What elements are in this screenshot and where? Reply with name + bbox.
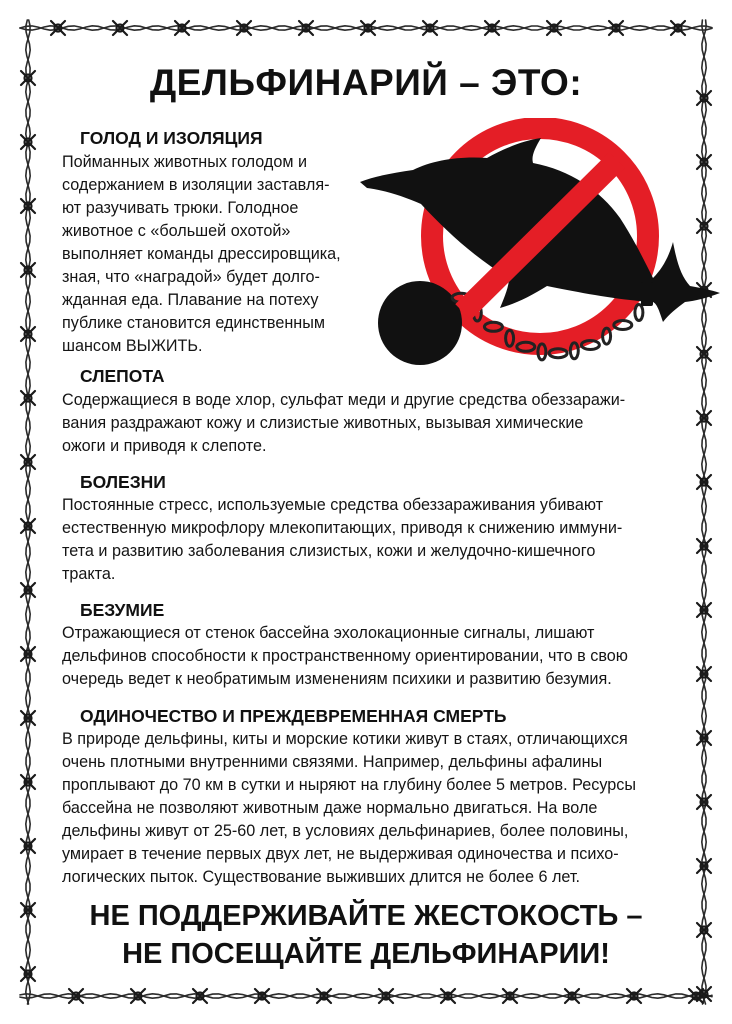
text-line: ют разучивать трюки. Голодное: [62, 199, 299, 217]
text-line: жданная еда. Плавание на потеху: [62, 291, 319, 309]
text-line: логических пыток. Существование выживших длится не более 6 лет.: [62, 868, 580, 886]
text-line: Содержащиеся в воде хлор, сульфат меди и другие средства обеззаражи-: [62, 391, 626, 409]
call-to-action: [0, 897, 732, 973]
tail-shackle: [641, 282, 653, 306]
text-line: проплывают до 70 км в сутки и ныряют на глубину более 5 метров. Ресурсы: [62, 776, 636, 794]
text-line: выполняет команды дрессировщика,: [62, 245, 341, 263]
text-line: ожоги и приводя к слепоте.: [62, 437, 267, 455]
section-heading-blindness: СЛЕПОТА: [80, 366, 165, 386]
text-line: Пойманных животных голодом и: [62, 153, 308, 171]
section-text-madness: [62, 622, 628, 691]
text-line: Постоянные стресс, используемые средства обеззараживания убивают: [62, 496, 604, 514]
text-line: естественную микрофлору млекопитающих, приводя к снижению иммуни-: [62, 519, 623, 537]
text-line: тракта.: [62, 565, 116, 583]
text-line: дельфины живут от 25-60 лет, в условиях дельфинариев, более половины,: [62, 822, 629, 840]
text-line: бассейна не позволяют животным даже нормально двигаться. На воле: [62, 799, 598, 817]
text-line: шансом ВЫЖИТЬ.: [62, 337, 203, 355]
section-text-loneliness: [62, 728, 636, 889]
text-line: очень плотными внутренними связями. Например, дельфины афалины: [62, 753, 603, 771]
section-heading-hunger: ГОЛОД И ИЗОЛЯЦИЯ: [80, 128, 263, 148]
call-to-action-line: НЕ ПОДДЕРЖИВАЙТЕ ЖЕСТОКОСТЬ –: [89, 900, 643, 932]
text-line: содержанием в изоляции заставля-: [62, 176, 330, 194]
section-heading-madness: БЕЗУМИЕ: [80, 600, 165, 620]
text-line: умирает в течение первых двух лет, не выдерживая одиночества и психо-: [62, 845, 619, 863]
section-text-blindness: [62, 389, 625, 458]
text-line: очередь ведет к необратимым изменениям психики и развитию безумия.: [62, 670, 612, 688]
text-line: дельфинов способности к пространственному ориентировании, что в свою: [62, 647, 628, 665]
section-text-diseases: [62, 494, 622, 586]
section-heading-diseases: БОЛЕЗНИ: [80, 472, 166, 492]
section-text-hunger: [62, 151, 341, 358]
text-line: В природе дельфины, киты и морские котики живут в стаях, отличающихся: [62, 730, 628, 748]
call-to-action-line: НЕ ПОСЕЩАЙТЕ ДЕЛЬФИНАРИИ!: [122, 938, 610, 970]
text-line: вания раздражают кожу и слизистые животных, вызывая химические: [62, 414, 584, 432]
text-line: животное с «большей охотой»: [62, 222, 291, 240]
section-heading-loneliness: ОДИНОЧЕСТВО И ПРЕЖДЕВРЕМЕННАЯ СМЕРТЬ: [80, 706, 507, 726]
text-line: публике становится единственным: [62, 314, 325, 332]
text-line: зная, что «наградой» будет долго-: [62, 268, 320, 286]
text-line: Отражающиеся от стенок бассейна эхолокационные сигналы, лишают: [62, 624, 595, 642]
text-line: тета и развитию заболевания слизистых, кожи и желудочно-кишечного: [62, 542, 596, 560]
iron-ball: [378, 281, 462, 365]
poster-title: ДЕЛЬФИНАРИЙ – ЭТО:: [149, 62, 583, 103]
chained-dolphin-prohibition-icon: [355, 118, 725, 380]
